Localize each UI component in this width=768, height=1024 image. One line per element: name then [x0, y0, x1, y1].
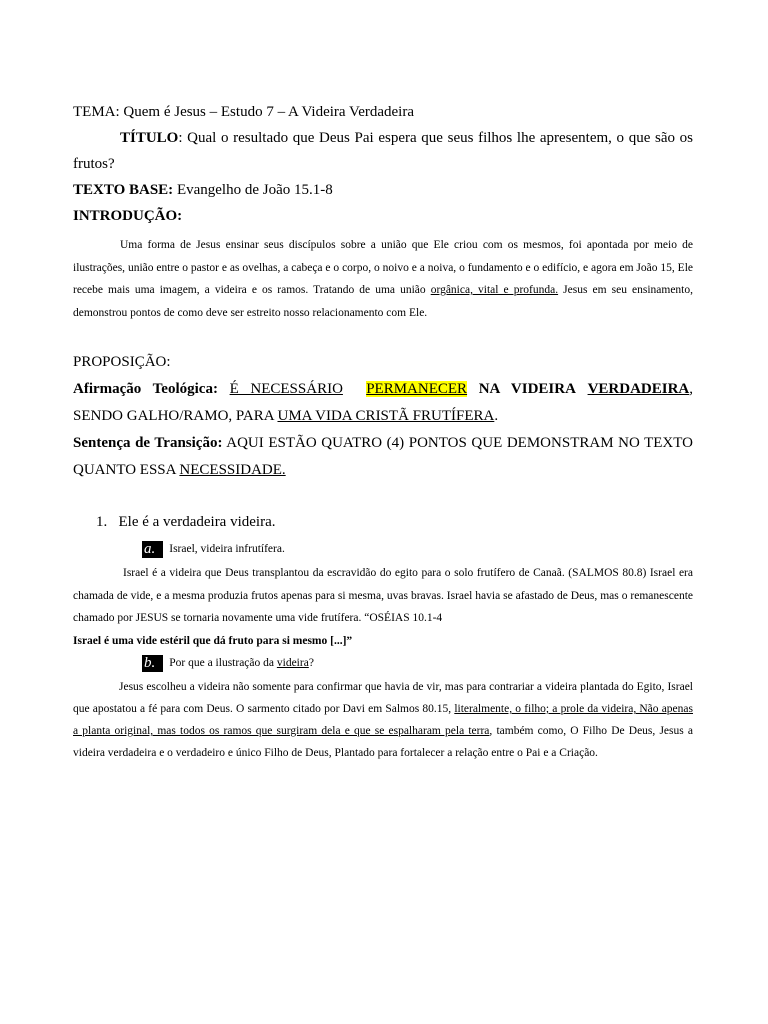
titulo-label: TÍTULO — [120, 130, 179, 146]
transicao-text: Sentença de Transição: AQUI ESTÃO QUATRO (4) PONTOS QUE DEMONSTRAM NO TEXTO QUANTO ESSA NECESSIDADE. — [73, 435, 693, 478]
subpoint-b: b. Por que a ilustração da videira? — [144, 654, 314, 671]
point-1-title: 1. Ele é a verdadeira videira. — [96, 514, 276, 530]
subpoint-a: a. Israel, videira infrutífera. — [144, 540, 285, 557]
texto-base-text: Evangelho de João 15.1-8 — [173, 182, 333, 198]
subpoint-b-paragraph: Jesus escolheu a videira não somente para confirmar que havia de vir, mas para contrariar a videira plantada do Egito, Israel que apostatou a fé para com Deus. O sarmento citado por Davi em Salmos 80.15, literalmente, o filho; a prole da videira, Não apenas a planta original, mas todos os ramos que surgiram dela e que se espalharam pela terra, também como, O Filho De Deus, Jesus a videira verdadeira e o verdadeiro e único Filho de Deus, Plantado para fortalecer a relação entre o Pai e a Criação. — [73, 681, 693, 759]
afirmacao-line: Afirmação Teológica: É NECESSÁRIO PERMANECER NA VIDEIRA VERDADEIRA, — [73, 381, 693, 397]
proposicao-section — [73, 349, 693, 484]
subpoint-a-tag: a. — [142, 541, 163, 558]
intro-paragraph: Uma forma de Jesus ensinar seus discípulos sobre a união que Ele criou com os mesmos, foi apontada por meio de ilustrações, união entre o pastor e as ovelhas, a cabeça e o corpo, o noivo e a noiva, o fundamento e o edifício, e agora em João 15, Ele recebe mais uma imagem, a videira e os ramos. Tratando de uma união orgânica, vital e profunda. Jesus em seu ensinamento, demonstrou pontos de como deve ser estreito nosso relacionamento com Ele. — [73, 239, 694, 319]
highlight-permanecer: PERMANECER — [366, 381, 468, 397]
titulo-text: : Qual o resultado que Deus Pai espera que seus filhos lhe apresentem, o que são os frutos? — [73, 130, 693, 172]
texto-base-line — [73, 177, 693, 203]
tema-line: TEMA: Quem é Jesus – Estudo 7 – A Videira Verdadeira — [73, 104, 414, 120]
proposicao-heading: PROPOSIÇÃO: — [73, 354, 171, 370]
subpoint-a-paragraph: Israel é a videira que Deus transplantou da escravidão do egito para o solo frutífero de Canaã. (SALMOS 80.8) Israel era chamada de vide, e a mesma produzia frutos apenas para si mesma, uvas bravas. Israel havia se afastado de Deus, mas o remanescente chamado por JESUS se tornaria novamente uma vide frutífera. “OSÉIAS 10.1-4 Israel é uma vide estéril que dá fruto para si mesmo [...]” — [73, 567, 693, 647]
afirmacao-line-2: SENDO GALHO/RAMO, PARA UMA VIDA CRISTÃ FRUTÍFERA. — [73, 408, 499, 424]
header-section — [73, 99, 693, 229]
osesias-quote: Israel é uma vide estéril que dá fruto para si mesmo [...]” — [73, 634, 353, 647]
texto-base-label: TEXTO BASE: — [73, 182, 174, 198]
subpoint-b-tag: b. — [142, 655, 163, 672]
introducao-heading: INTRODUÇÃO: — [73, 208, 183, 224]
intro-underlined: orgânica, vital e profunda. — [430, 284, 559, 296]
